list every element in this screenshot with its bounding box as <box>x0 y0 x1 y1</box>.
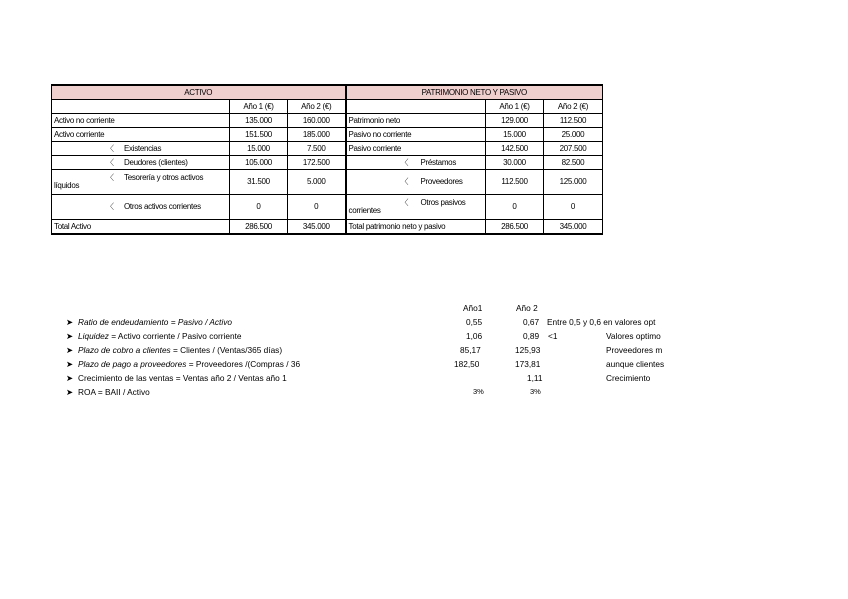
ratio-y1: 85,17 <box>460 345 481 355</box>
arrow-bullet-icon: ➤ <box>66 359 73 369</box>
ratio-y1: 0,55 <box>466 317 483 327</box>
activo-y2: 7.500 <box>288 142 346 156</box>
activo-y1: 15.000 <box>230 142 288 156</box>
angle-icon: 〈 <box>400 177 409 186</box>
pasivo-y1: 142.500 <box>486 142 544 156</box>
arrow-bullet-icon: ➤ <box>66 373 73 383</box>
pasivo-y2: 112.500 <box>544 114 603 128</box>
angle-icon: 〈 <box>400 157 409 167</box>
pasivo-label: Pasivo corriente <box>346 142 486 156</box>
activo-y2: 0 <box>288 195 346 220</box>
pasivo-y2: 125.000 <box>544 170 603 195</box>
activo-y1: 0 <box>230 195 288 220</box>
ratio-note: Proveedores m <box>606 345 663 355</box>
year1-header: Año 1 (€) <box>486 100 544 114</box>
arrow-bullet-icon: ➤ <box>66 387 73 397</box>
activo-y2: 172.500 <box>288 156 346 170</box>
ratio-y2: 173,81 <box>515 359 541 369</box>
activo-y1: 105.000 <box>230 156 288 170</box>
pasivo-sublabel: Préstamos <box>420 157 457 167</box>
pasivo-y2: 82.500 <box>544 156 603 170</box>
pasivo-y2: 25.000 <box>544 128 603 142</box>
activo-y2: 160.000 <box>288 114 346 128</box>
activo-y1: 135.000 <box>230 114 288 128</box>
year2-header: Año 2 (€) <box>288 100 346 114</box>
activo-sublabel: Existencias <box>124 143 162 153</box>
arrow-bullet-icon: ➤ <box>66 331 73 341</box>
year1-header: Año 1 (€) <box>230 100 288 114</box>
activo-y2: 5.000 <box>288 170 346 195</box>
pasivo-y1: 112.500 <box>486 170 544 195</box>
ratio-note: Valores optimo <box>606 331 661 341</box>
angle-icon: 〈 <box>106 173 114 182</box>
ratios-year2-header: Año 2 <box>516 303 538 313</box>
pasivo-total-label: Total patrimonio neto y pasivo <box>346 220 486 235</box>
arrow-bullet-icon: ➤ <box>66 345 73 355</box>
activo-sublabel: Otros activos corrientes <box>124 202 201 211</box>
ratio-y2: 0,67 <box>523 317 540 327</box>
ratio-y1: 3% <box>473 387 484 396</box>
activo-header: ACTIVO <box>52 85 346 100</box>
ratios-year1-header: Año1 <box>463 303 483 313</box>
activo-label: Activo no corriente <box>52 114 230 128</box>
activo-sublabel: Deudores (clientes) <box>124 157 188 167</box>
activo-sublabel: Tesorería y otros activos líquidos <box>54 173 204 190</box>
ratio-name: ➤ ROA = BAII / Activo <box>66 387 150 397</box>
ratio-name: ➤ Plazo de pago a proveedores = Proveedores /(Compras / 36 <box>66 359 301 369</box>
ratio-name: ➤ Crecimiento de las ventas = Ventas año 2 / Ventas año 1 <box>66 373 287 383</box>
pasivo-header: PATRIMONIO NETO Y PASIVO <box>346 85 603 100</box>
pasivo-y1: 0 <box>486 195 544 220</box>
ratio-name: ➤ Plazo de cobro a clientes = Clientes / (Ventas/365 días) <box>66 345 283 355</box>
ratio-note: Entre 0,5 y 0,6 en valores opt <box>547 317 656 327</box>
ratio-note: aunque clientes <box>606 359 665 369</box>
ratio-y2: 1,11 <box>527 373 543 383</box>
activo-total-y2: 345.000 <box>288 220 346 235</box>
activo-label: Activo corriente <box>52 128 230 142</box>
activo-total-y1: 286.500 <box>230 220 288 235</box>
activo-y1: 151.500 <box>230 128 288 142</box>
pasivo-sublabel: Proveedores <box>420 177 463 186</box>
activo-y1: 31.500 <box>230 170 288 195</box>
ratio-y2: 3% <box>530 387 541 396</box>
pasivo-label: Pasivo no corriente <box>346 128 486 142</box>
pasivo-y2: 207.500 <box>544 142 603 156</box>
angle-icon: 〈 <box>400 198 409 207</box>
year2-header: Año 2 (€) <box>544 100 603 114</box>
pasivo-total-y1: 286.500 <box>486 220 544 235</box>
ratio-y1: 182,50 <box>454 359 480 369</box>
ratio-y2: 125,93 <box>515 345 541 355</box>
pasivo-y1: 15.000 <box>486 128 544 142</box>
angle-icon: 〈 <box>106 143 114 153</box>
angle-icon: 〈 <box>106 157 114 167</box>
pasivo-total-y2: 345.000 <box>544 220 603 235</box>
ratio-name: ➤ Liquidez = Activo corriente / Pasivo corriente <box>66 331 242 341</box>
ratio-note: Crecimiento <box>606 373 651 383</box>
ratio-y1: 1,06 <box>466 331 483 341</box>
ratio-y2: 0,89 <box>523 331 540 341</box>
angle-icon: 〈 <box>106 202 114 211</box>
activo-total-label: Total Activo <box>52 220 230 235</box>
pasivo-sublabel: Otros pasivos corrientes <box>348 198 466 215</box>
pasivo-y1: 30.000 <box>486 156 544 170</box>
activo-y2: 185.000 <box>288 128 346 142</box>
pasivo-label: Patrimonio neto <box>346 114 486 128</box>
ratio-name: ➤ Ratio de endeudamiento = Pasivo / Activo <box>66 317 232 327</box>
pasivo-y1: 129.000 <box>486 114 544 128</box>
pasivo-y2: 0 <box>544 195 603 220</box>
arrow-bullet-icon: ➤ <box>66 317 73 327</box>
ratio-extra: <1 <box>548 331 558 341</box>
